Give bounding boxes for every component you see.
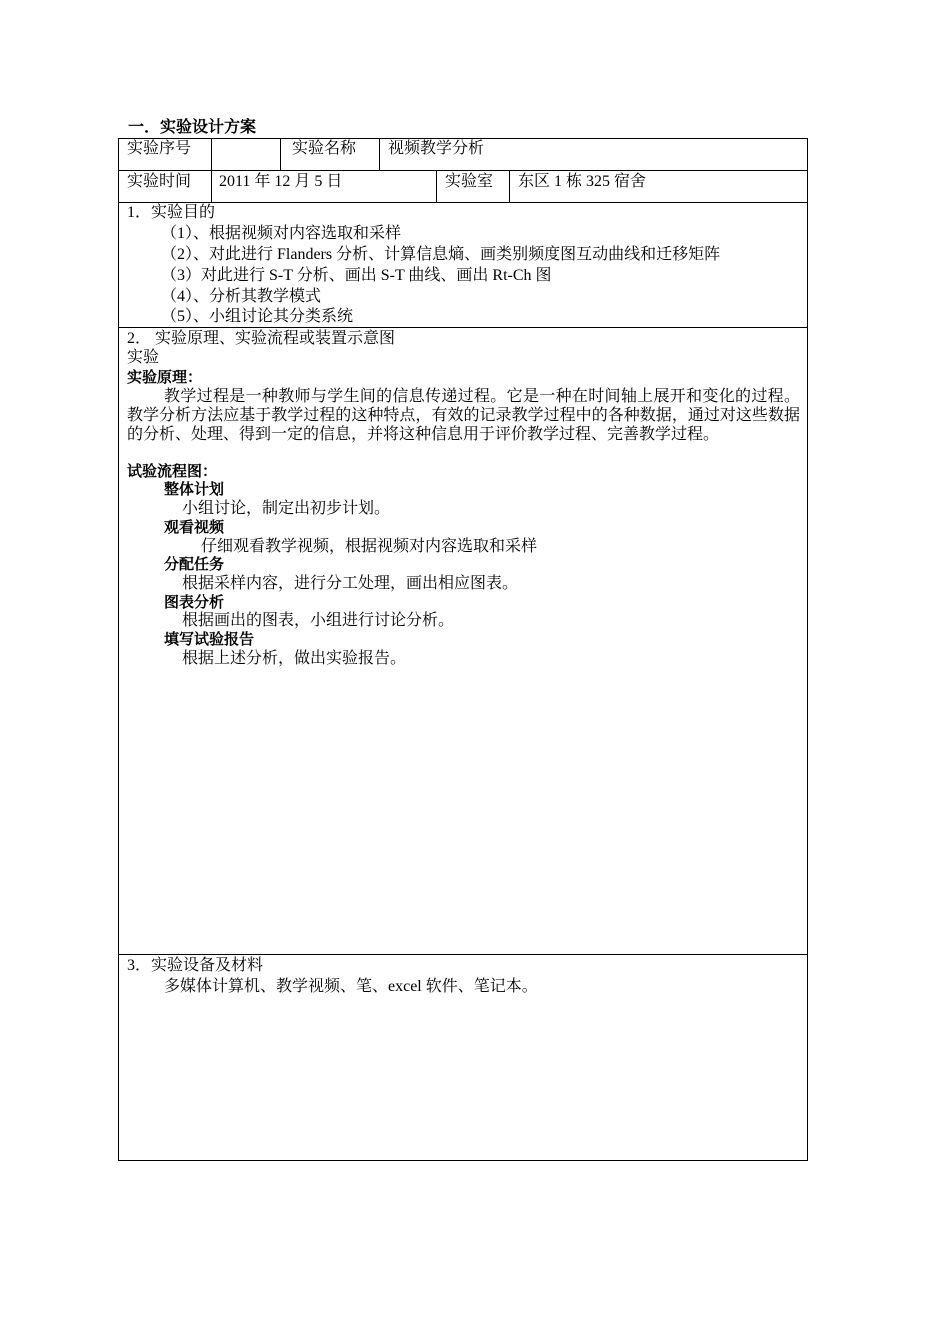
step-title: 整体计划 [164,480,225,498]
room-value: 东区 1 栋 325 宿舍 [518,173,647,190]
time-label: 实验时间 [127,173,192,190]
principle-text: 教学过程是一种教师与学生间的信息传递过程。它是一种在时间轴上展开和变化的过程。教学分析方法应基于教学过程的这种特点，有效的记录教学过程中的各种数据，通过对这些数据的分析、处理、得到一定的信息，并将这种信息用于评价教学过程、完善教学过程。 [127,388,800,443]
step-title: 分配任务 [164,555,225,573]
section1-title: 1．实验目的 [127,204,216,221]
section2-subtitle: 实验 [127,349,160,366]
step-title: 图表分析 [164,593,225,611]
section2-title: 2． 实验原理、实验流程或装置示意图 [127,330,396,347]
step-title: 填写试验报告 [164,630,255,648]
time-value: 2011 年 12 月 5 日 [219,173,343,190]
page-heading: 一．实验设计方案 [128,117,257,136]
section1-item: （3）对此进行 S-T 分析、画出 S-T 曲线、画出 Rt-Ch 图 [161,267,552,284]
step-desc: 根据上述分析，做出实验报告。 [182,650,407,667]
flow-label: 试验流程图： [127,462,218,480]
step-title: 观看视频 [164,518,225,536]
step-desc: 仔细观看教学视频，根据视频对内容选取和采样 [201,538,538,555]
section3-text: 多媒体计算机、教学视频、笔、excel 软件、笔记本。 [164,978,538,995]
section1-item: （1）、根据视频对内容选取和采样 [161,225,402,242]
seq-label: 实验序号 [127,140,192,157]
room-label: 实验室 [445,173,494,190]
principle-label: 实验原理： [127,368,203,386]
section1-item: （2）、对此进行 Flanders 分析、计算信息熵、画类别频度图互动曲线和迁移矩阵 [161,246,721,263]
step-desc: 根据采样内容，进行分工处理，画出相应图表。 [182,575,519,592]
section1-item: （4）、分析其教学模式 [161,288,322,305]
seq-value-cell [211,138,281,171]
name-label: 实验名称 [292,140,357,157]
name-value: 视频教学分析 [388,140,485,157]
section1-item: （5）、小组讨论其分类系统 [161,308,354,325]
section3-title: 3．实验设备及材料 [127,957,264,974]
step-desc: 根据画出的图表，小组进行讨论分析。 [182,612,455,629]
step-desc: 小组讨论，制定出初步计划。 [182,500,391,517]
